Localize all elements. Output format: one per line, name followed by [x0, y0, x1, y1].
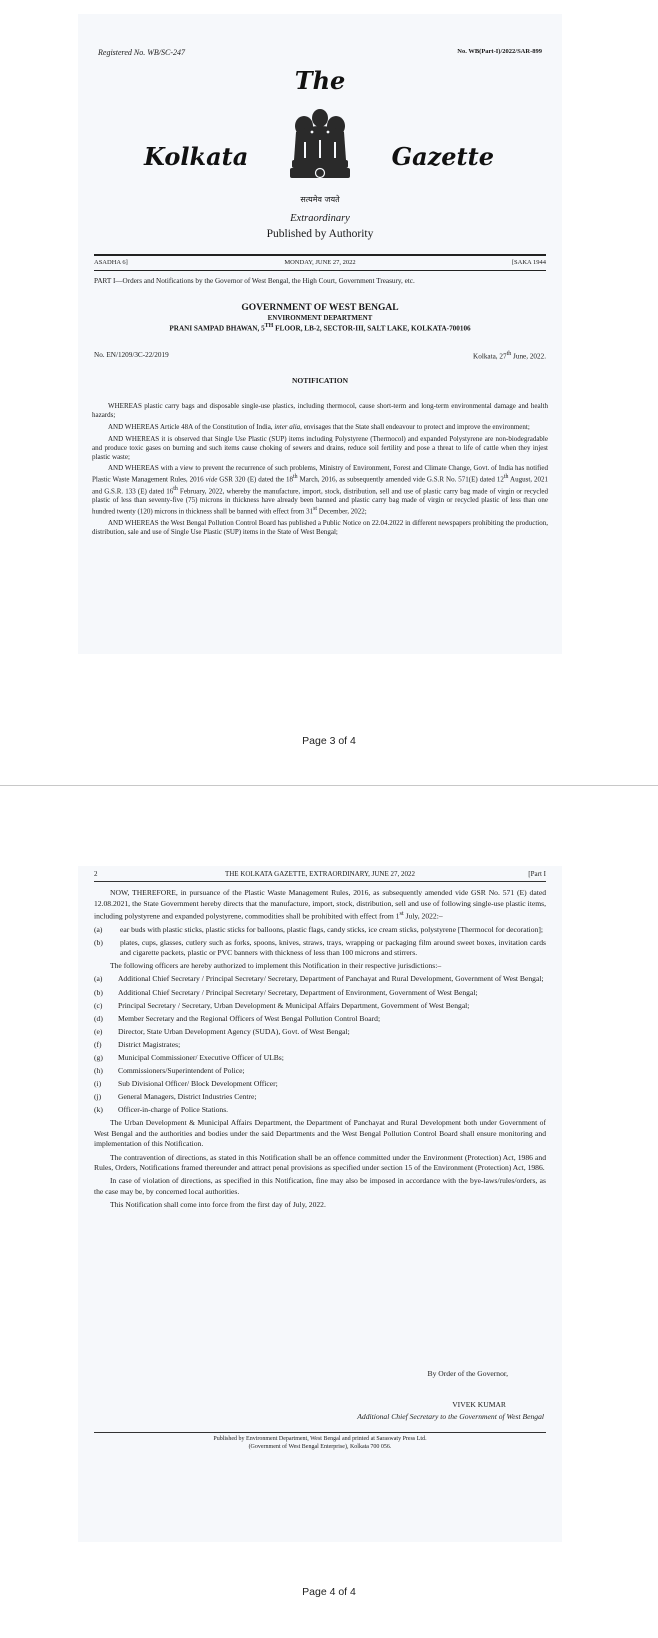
masthead-kolkata: Kolkata: [144, 142, 249, 171]
officer-item: (c) Principal Secretary / Secretary, Urban Development & Municipal Affairs Department, Government of West Bengal;: [94, 1000, 470, 1010]
reference-line: [94, 351, 546, 359]
gazette-page-second: [78, 866, 562, 1542]
preamble-paragraph: AND WHEREAS it is observed that Single Use Plastic (SUP) items including Polystyrene (Thermocol) and expanded Polystyrene are non-biodegradable and produce toxic gases on burning and such items cause choking of sewers and drains, reduce soil fertility and pose a threat to life of cattle when they injest plastic waste;: [92, 434, 548, 461]
officers-intro: The following officers are hereby authorized to implement this Notification in their respective jurisdictions:–: [110, 961, 442, 971]
registration-line: [98, 48, 542, 57]
ashoka-emblem-icon: [274, 102, 366, 198]
footer-line: (Government of West Bengal Enterprise), Kolkata 700 056.: [248, 1443, 392, 1450]
header-rule: [94, 881, 546, 882]
officer-item: (h) Commissioners/Superintendent of Police;: [94, 1066, 245, 1076]
date-weekday: MONDAY, JUNE 27, 2022: [284, 259, 356, 266]
reference-date: Kolkata, 27th June, 2022.: [473, 351, 546, 361]
date-saka: [SAKA 1944: [511, 259, 546, 266]
department-address: PRANI SAMPAD BHAWAN, 5TH FLOOR, LB-2, SECTOR-III, SALT LAKE, KOLKATA-700106: [169, 323, 471, 333]
page-separator: [0, 785, 658, 786]
header-part: [Part I: [528, 870, 546, 878]
officer-item: (g) Municipal Commissioner/ Executive Officer of ULBs;: [94, 1052, 284, 1062]
notification-operative-text: [94, 888, 546, 1213]
date-asadha: ASADHA 6]: [94, 259, 128, 266]
page-indicator-3: Page 3 of 4: [302, 735, 356, 747]
monitoring-paragraph: The Urban Development & Municipal Affairs Department, the Department of Panchayat and Rural Development both under Government of West Bengal and the authorities and bodies under the said Departments and the West Bengal Pollution Control Board shall ensure monitoring and implementation of this Notification.: [94, 1118, 546, 1149]
signatory-designation: Additional Chief Secretary to the Government of West Bengal: [357, 1412, 544, 1421]
officer-item: (i) Sub Divisional Officer/ Block Development Officer;: [94, 1079, 278, 1089]
reference-number: No. EN/1209/3C-22/2019: [94, 351, 169, 359]
fine-paragraph: In case of violation of directions, as specified in this Notification, fine may also be imposed in accordance with the bye-laws/rules/orders, as the case may be, by concerned local authorities.: [94, 1176, 546, 1196]
offence-paragraph: The contravention of directions, as stated in this Notification shall be an offence committed under the Environment (Protection) Act, 1986 and Rules, Orders, Notifications framed thereunder and attract penal provisions as specified under section 15 of the Environment (Protection) Act, 1986.: [94, 1152, 546, 1173]
emblem-motto: सत्यमेव जयते: [300, 195, 340, 204]
officer-item: (j) General Managers, District Industries Centre;: [94, 1092, 257, 1102]
registered-number: Registered No. WB/SC-247: [98, 48, 186, 57]
extraordinary-label: Extraordinary: [290, 213, 350, 224]
officer-item: (k) Officer-in-charge of Police Stations.: [94, 1105, 229, 1115]
part-heading: PART I—Orders and Notifications by the Governor of West Bengal, the High Court, Government Treasury, etc.: [94, 277, 415, 285]
operative-paragraph: NOW, THEREFORE, in pursuance of the Plastic Waste Management Rules, 2016, as subsequently amended vide GSR No. 571 (E) dated 12.08.2021, the State Government hereby directs that the manufacture, import, stock, distribution, sell and use of following single-use plastic items, including polystyrene and expanded polystyrene, commodities shall be prohibited with effect from 1st July, 2022:–: [94, 888, 546, 921]
dateline-rule-top: [94, 254, 546, 256]
preamble-paragraph: AND WHEREAS Article 48A of the Constitution of India, inter alia, envisages that the State shall endeavour to protect and improve the environment;: [108, 422, 530, 431]
prohibited-item: (a) ear buds with plastic sticks, plastic sticks for balloons, plastic flags, candy sticks, ice cream sticks, polystyrene [Thermocol for decoration];: [94, 924, 544, 934]
printer-footer: [78, 1436, 562, 1451]
masthead-the: The: [294, 66, 346, 95]
header-page-number: 2: [94, 870, 98, 878]
signatory-name: VIVEK KUMAR: [452, 1400, 506, 1409]
officer-item: (f) District Magistrates;: [94, 1039, 181, 1049]
prohibited-item: (b) plates, cups, glasses, cutlery such as forks, spoons, knives, straws, trays, wrapping or packaging film around sweet boxes, invitation cards and cigarette packets, plastic or PVC banners with thickness of less than 100 microns and stirrers.: [94, 937, 546, 958]
department-name: ENVIRONMENT DEPARTMENT: [267, 314, 373, 322]
officer-item: (a) Additional Chief Secretary / Principal Secretary/ Secretary, Department of Panchayat and Rural Development, Government of West Bengal;: [94, 974, 544, 984]
gazette-page-first: [78, 14, 562, 654]
issue-number: No. WB(Part-I)/2022/SAR-899: [457, 48, 542, 55]
masthead-gazette: Gazette: [391, 142, 494, 171]
officer-item: (e) Director, State Urban Development Agency (SUDA), Govt. of West Bengal;: [94, 1026, 350, 1036]
officer-item: (d) Member Secretary and the Regional Officers of West Bengal Pollution Control Board;: [94, 1013, 381, 1023]
dateline-rule-bottom: [94, 270, 546, 271]
preamble-paragraph: WHEREAS plastic carry bags and disposable single-use plastics, including thermocol, cause short-term and long-term environmental damage and health hazards;: [92, 402, 548, 419]
notification-title: NOTIFICATION: [291, 376, 349, 385]
preamble-paragraph: AND WHEREAS with a view to prevent the recurrence of such problems, Ministry of Environment, Forest and Climate Change, Govt. of India has notified Plastic Waste Management Rules, 2016 vide GSR 320 (E) dated the 18th March, 2016, as subsequently amended vide G.S.R No. 571(E) dated 12th August, 2021 and G.S.R. 133 (E) dated 16th February, 2022, whereby the manufacture, import, stock, distribution, sell and use of plastic carry bag made of virgin or recycled plastic of less than seventy-five (75) microns in thickness have already been banned and plastic carry bag made of virgin or recycled plastic of less than one hundred twenty (120) microns in thickness shall be banned with effect from 31st December, 2022;: [92, 464, 549, 516]
header-title: THE KOLKATA GAZETTE, EXTRAORDINARY, JUNE 27, 2022: [224, 870, 416, 878]
notification-preamble: [92, 402, 548, 540]
by-order-line: By Order of the Governor,: [427, 1369, 508, 1378]
footer-line: Published by Environment Department, West Bengal and printed at Saraswaty Press Ltd.: [213, 1436, 427, 1442]
government-heading: [78, 303, 562, 332]
page-indicator-4: Page 4 of 4: [302, 1586, 356, 1598]
officer-item: (b) Additional Chief Secretary / Principal Secretary/ Secretary, Department of Environment, Government of West Bengal;: [94, 987, 478, 997]
force-paragraph: This Notification shall come into force from the first day of July, 2022.: [110, 1199, 326, 1209]
published-by-authority: Published by Authority: [266, 228, 374, 240]
government-title: GOVERNMENT OF WEST BENGAL: [241, 303, 399, 313]
running-header: [94, 870, 546, 878]
preamble-paragraph: AND WHEREAS the West Bengal Pollution Control Board has published a Public Notice on 22.04.2022 in different newspapers prohibiting the production, distribution, sale and use of Single Use Plastic (SUP) items in the State of West Bengal;: [92, 518, 548, 536]
footer-rule: [94, 1432, 546, 1433]
dateline: [94, 259, 546, 266]
